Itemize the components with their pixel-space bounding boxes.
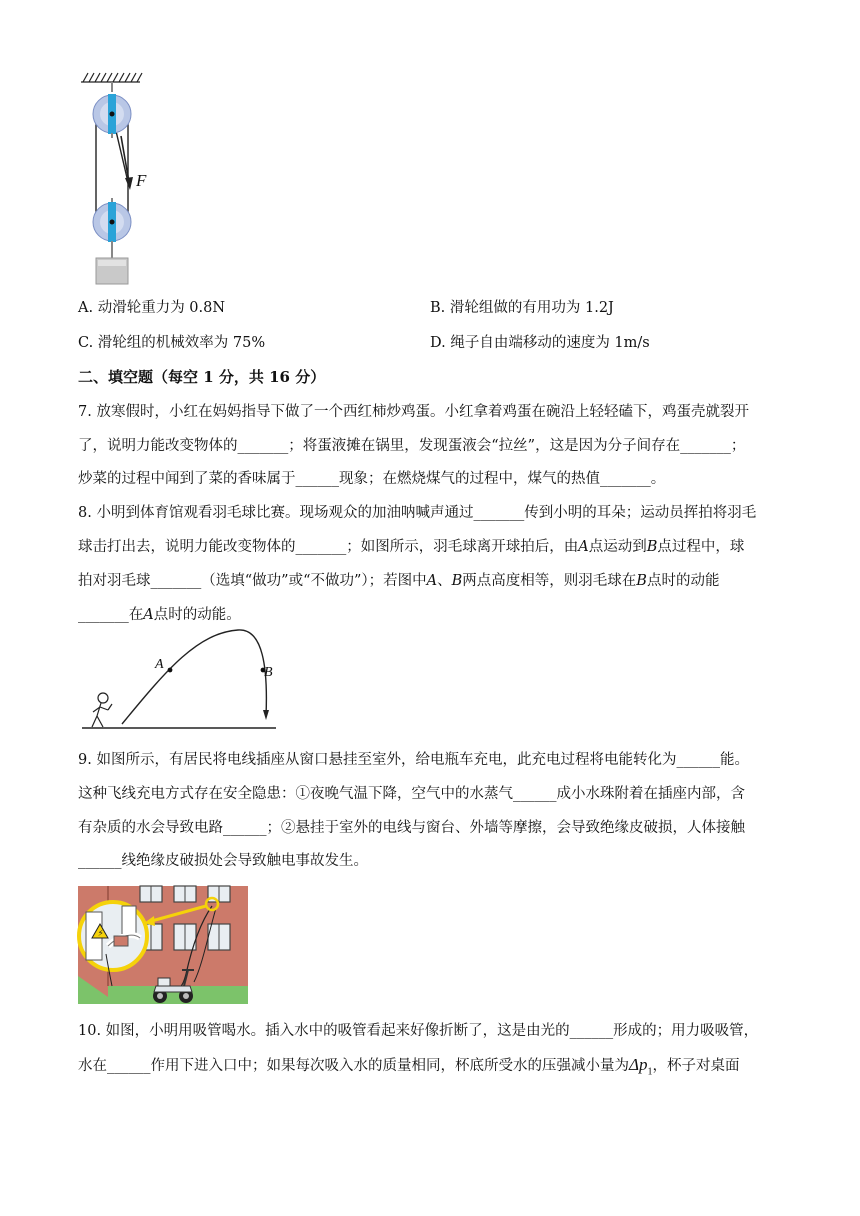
flying-line-charging-figure xyxy=(78,886,248,1004)
point-a-ref: A xyxy=(578,539,589,555)
force-arrow xyxy=(121,136,133,190)
delta-p-symbol: Δp xyxy=(629,1055,648,1074)
q8-line-3-text: 拍对羽毛球_______（选填“做功”或“不做功”）；若图中 xyxy=(78,573,427,589)
q9-line-2: 这种飞线充电方式存在安全隐患：①夜晚气温下降，空气中的水蒸气______成小水珠附着在插座内部，含 xyxy=(78,786,745,802)
player-figure xyxy=(92,693,112,727)
point-a xyxy=(168,668,173,673)
q10-line-2-post: ，杯子对桌面 xyxy=(652,1058,740,1074)
pulley-system-figure xyxy=(78,70,158,290)
option-d: D. 绳子自由端移动的速度为 1m/s xyxy=(430,335,650,351)
point-a-ref: A xyxy=(426,573,438,589)
svg-text:⚡: ⚡ xyxy=(97,929,104,939)
point-a-label: A xyxy=(155,657,164,672)
delta-p-subscript: 1 xyxy=(647,1066,653,1078)
q9-line-1: 9. 如图所示，有居民将电线插座从窗口悬挂至室外，给电瓶车充电，此充电过程将电能转化为______能。 xyxy=(78,752,749,768)
point-b-ref: B xyxy=(646,539,658,555)
q8-line-3 xyxy=(78,571,719,591)
movable-pulley xyxy=(93,202,131,242)
q9-line-4: ______线绝缘皮破损处会导致触电事故发生。 xyxy=(78,853,368,869)
q8-line-3-post: 两点高度相等，则羽毛球在 xyxy=(462,573,637,589)
option-a: A. 动滑轮重力为 0.8N xyxy=(78,300,226,316)
trajectory-curve xyxy=(122,630,266,724)
point-a-ref: A xyxy=(143,607,154,623)
q7-line-2: 了，说明力能改变物体的_______；将蛋液摊在锅里，发现蛋液会“拉丝”，这是因为分子间存在_______； xyxy=(78,438,746,454)
q10-line-2 xyxy=(78,1055,739,1082)
point-b-ref: B xyxy=(451,573,463,589)
delta-p1-symbol xyxy=(629,1055,653,1078)
q10-line-2-text: 水在______作用下进入口中；如果每次吸入水的质量相同，杯底所受水的压强减小量为 xyxy=(78,1058,629,1074)
point-b-ref: B xyxy=(636,573,647,589)
q10-line-1: 10. 如图，小明用吸管喝水。插入水中的吸管看起来好像折断了，这是由光的______形成的；用力吸吸管， xyxy=(78,1023,759,1039)
separator: 、 xyxy=(437,573,452,589)
q7-line-3: 炒菜的过程中闻到了菜的香味属于______现象；在燃烧煤气的过程中，煤气的热值_______。 xyxy=(78,471,666,487)
q8-line-2-post: 点过程中，球 xyxy=(657,539,745,555)
weight-block xyxy=(96,258,128,284)
fixed-pulley xyxy=(93,94,131,134)
force-label: F xyxy=(136,171,147,190)
section-title: 二、填空题（每空 1 分，共 16 分） xyxy=(78,368,326,386)
q8-line-2 xyxy=(78,537,744,557)
option-c: C. 滑轮组的机械效率为 75% xyxy=(78,335,266,351)
q7-line-1: 7. 放寒假时，小红在妈妈指导下做了一个西红柿炒鸡蛋。小红拿着鸡蛋在碗沿上轻轻磕下，鸡蛋壳就裂开 xyxy=(78,404,749,420)
q8-line-3-end: 点时的动能 xyxy=(646,573,720,589)
q8-line-2-mid: 点运动到 xyxy=(588,539,647,555)
option-b: B. 滑轮组做的有用功为 1.2J xyxy=(430,300,614,316)
q8-line-1: 8. 小明到体育馆观看羽毛球比赛。现场观众的加油呐喊声通过_______传到小明的耳朵；运动员挥拍将羽毛 xyxy=(78,505,757,521)
q8-line-4-text: _______在 xyxy=(78,607,144,623)
q8-line-4-post: 点时的动能。 xyxy=(153,607,241,623)
ceiling-hatch xyxy=(81,73,142,82)
trajectory-arrow xyxy=(263,710,269,720)
q9-line-3: 有杂质的水会导致电路______；②悬挂于室外的电线与窗台、外墙等摩擦，会导致绝缘皮破损，人体接触 xyxy=(78,820,745,836)
q8-line-4 xyxy=(78,605,241,625)
shuttlecock-trajectory-figure xyxy=(78,628,278,738)
point-b-label: B xyxy=(264,665,273,680)
q8-line-2-text: 球击打出去，说明力能改变物体的_______；如图所示，羽毛球离开球拍后，由 xyxy=(78,539,579,555)
